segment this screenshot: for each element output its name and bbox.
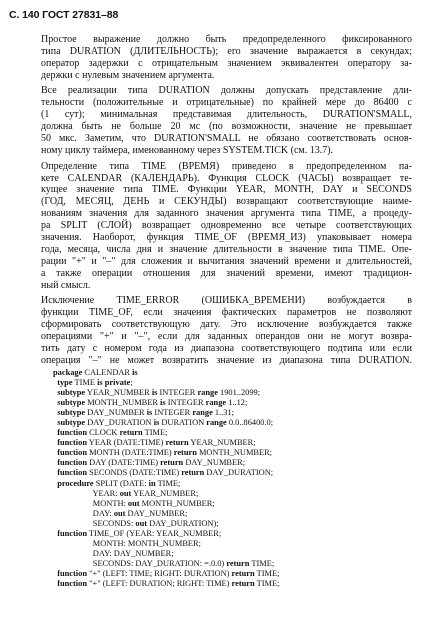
code-line: function "+" (LEFT: DURATION; RIGHT: TIME) return TIME; — [57, 578, 280, 588]
code-line: package CALENDAR is — [53, 368, 138, 377]
text-line: ра SPLIT (СЛОЙ) возвращает одновременно все четыре соответствующих — [41, 220, 412, 232]
text-line: а также операции отношения для значений времени, имеют традицион- — [41, 267, 412, 279]
code-line: subtype MONTH_NUMBER is INTEGER range 1..12; — [57, 398, 248, 408]
code-line: subtype YEAR_NUMBER is INTEGER range 1901..2099; — [57, 388, 261, 398]
code-line: SECONDS: DAY_DURATION: =.0.0) return TIME; — [53, 558, 275, 568]
code-line: DAY: DAY_NUMBER; — [53, 548, 174, 558]
text-line: кете CALENDAR (КАЛЕНДАРЬ). Функция CLOCK (ЧАСЫ) возвращает те- — [41, 172, 412, 184]
body-text — [28, 34, 412, 371]
text-line: нованиям значения для заданного значения аргумента типа TIME, а процеду- — [41, 208, 412, 220]
text-line: (ГОД, МЕСЯЦ, ДЕНЬ и СЕКУНДЫ) возвращают соответствующие наиме- — [41, 196, 412, 208]
paragraph — [28, 295, 412, 366]
code-line: subtype DAY_NUMBER is INTEGER range 1..31; — [57, 408, 234, 418]
text-line: тельности (положительные и отрицательные) по крайней мере до 86400 с — [41, 97, 412, 109]
code-line: function DAY (DATE:TIME) return DAY_NUMBER; — [57, 458, 246, 468]
code-line: function "+" (LEFT: TIME; RIGHT: DURATION) return TIME; — [57, 568, 280, 578]
code-listing — [53, 368, 413, 589]
code-line: function YEAR (DATE:TIME) return YEAR_NUMBER; — [57, 438, 256, 448]
text-line: операция "–" не может возвратить значение из диапазона типа DURATION. — [41, 354, 412, 366]
code-line: SECONDS: out DAY_DURATION); — [53, 518, 219, 528]
text-line: (1 сут); минимальная представимая длительность, DURATION'SMALL, — [41, 109, 412, 121]
text-line: тить дату с номером года из диапазона соответствующего подтипа или если — [41, 343, 412, 355]
text-line: операциями "+" и "–", если для заданных операндов они не могут возвра- — [41, 331, 412, 343]
text-line: года, месяца, числа дня и значение длительности в значение типа TIME. Опе- — [41, 244, 412, 255]
text-line: Исключение TIME_ERROR (ОШИБКА_ВРЕМЕНИ) возбуждается в — [41, 295, 412, 307]
text-line: оператор задержки с отрицательным значением эквивалентен оператору за- — [41, 57, 412, 69]
text-line: 50 мкс. Заметим, что DURATION'SMALL не обязано соответствовать основ- — [41, 133, 412, 145]
code-line: function MONTH (DATE:TIME) return MONTH_NUMBER; — [57, 448, 273, 458]
text-line: сформировать соответствующую дату. Это исключение возбуждается также — [41, 319, 412, 331]
code-line: YEAR: out YEAR_NUMBER; — [53, 488, 199, 498]
text-line: значения. Наоборот, функция TIME_OF (ВРЕМЯ_ИЗ) упаковывает номера — [41, 232, 412, 244]
code-line: subtype DAY_DURATION is DURATION range 0.0..86400.0; — [57, 418, 274, 428]
text-line: должна быть не больше 20 мс (по возможности, значение не превышает — [41, 121, 412, 133]
code-line: type TIME is private; — [57, 378, 133, 388]
text-line: кущее значение типа TIME. Функции YEAR, MONTH, DAY и SECONDS — [41, 184, 412, 196]
text-line: Все реализации типа DURATION должны допускать представление дли- — [41, 85, 412, 97]
text-line: Определение типа TIME (ВРЕМЯ) приведено в предопределенном па- — [41, 160, 412, 172]
code-line: DAY: out DAY_NUMBER; — [53, 508, 188, 518]
paragraph — [28, 85, 412, 156]
code-line: MONTH: MONTH_NUMBER; — [53, 538, 201, 548]
paragraph — [28, 161, 412, 292]
text-line: рации "+" и "–" для сложения и вычитания значений времени и длительностей, — [41, 255, 412, 267]
page-header: С. 140 ГОСТ 27831–88 — [9, 9, 119, 21]
text-line: ному циклу таймера, именованному через SYSTEM.TICK (см. 13.7). — [41, 144, 334, 156]
code-line: function CLOCK return TIME; — [57, 428, 168, 438]
code-line: function SECONDS (DATE:TIME) return DAY_DURATION; — [57, 468, 274, 478]
text-line: Простое выражение должно быть предопределенного фиксированного — [41, 34, 412, 45]
text-line: держки с нулевым значением аргумента. — [41, 69, 215, 81]
code-line: procedure SPLIT (DATE: in TIME; — [57, 478, 181, 488]
code-line: MONTH: out MONTH_NUMBER; — [53, 498, 215, 508]
code-line: function TIME_OF (YEAR: YEAR_NUMBER; — [57, 528, 222, 538]
text-line: типа DURATION (ДЛИТЕЛЬНОСТЬ); его значение выражается в секундах; — [41, 45, 412, 57]
text-line: ный смысл. — [41, 279, 91, 291]
paragraph — [28, 34, 412, 82]
text-line: функции TIME_OF, если значения фактических параметров не позволяют — [41, 307, 412, 319]
